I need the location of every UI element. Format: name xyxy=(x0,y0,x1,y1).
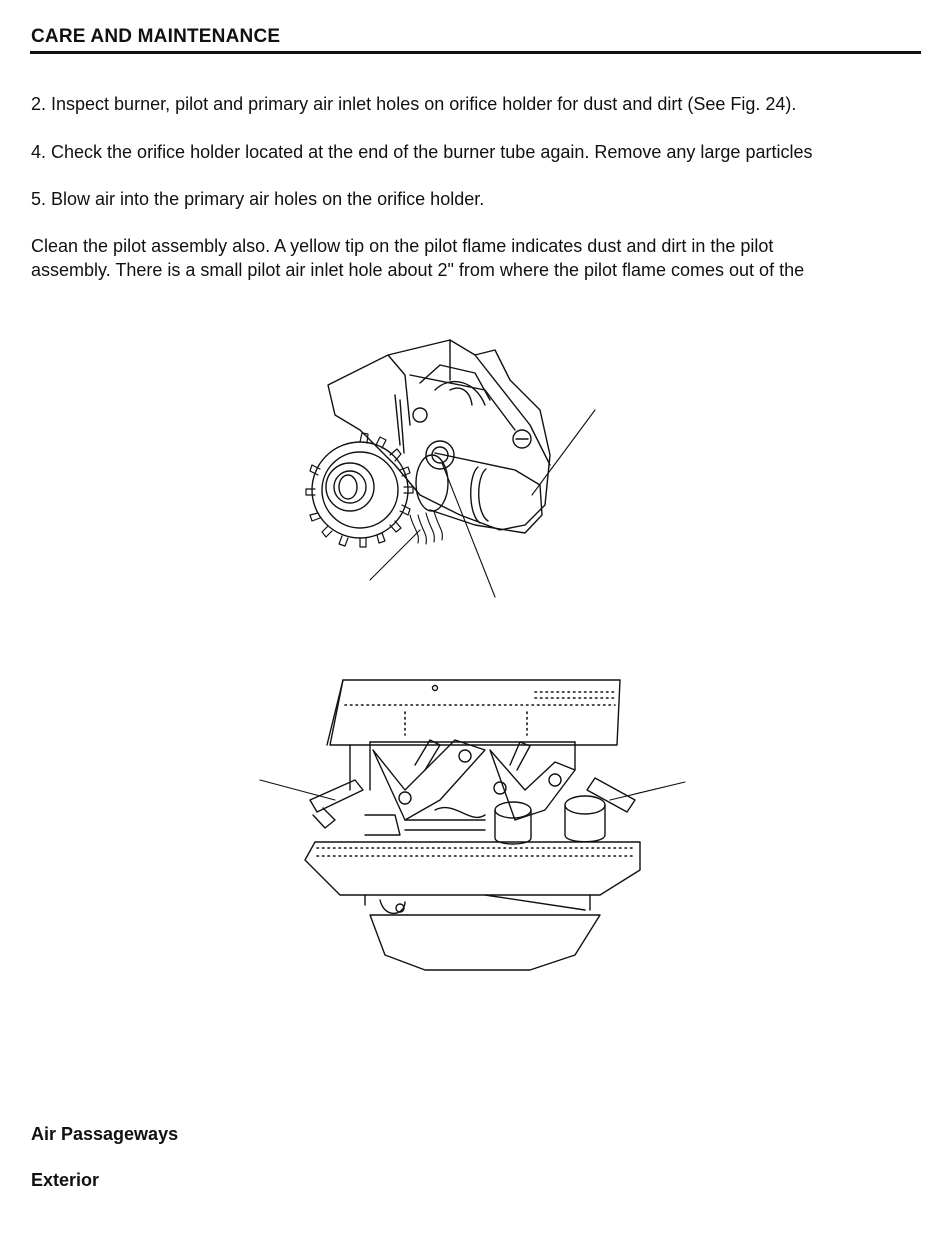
instruction-step-4: 4. Check the orifice holder located at the end of the burner tube again. Remove any large particles xyxy=(31,142,813,162)
section-heading-air-passageways: Air Passageways xyxy=(31,1124,179,1144)
burner-assembly-illustration xyxy=(255,670,695,990)
pilot-paragraph-line-1: Clean the pilot assembly also. A yellow tip on the pilot flame indicates dust and dirt in the pilot xyxy=(31,236,774,256)
section-heading-exterior: Exterior xyxy=(31,1170,100,1190)
burner-orifice-illustration xyxy=(300,335,620,605)
header-rule xyxy=(30,51,921,54)
gear-icon xyxy=(312,442,408,538)
pilot-paragraph-line-2: assembly. There is a small pilot air inlet hole about 2" from where the pilot flame comes out of the xyxy=(31,260,805,280)
instruction-step-5: 5. Blow air into the primary air holes on the orifice holder. xyxy=(31,189,485,209)
instruction-step-2: 2. Inspect burner, pilot and primary air inlet holes on orifice holder for dust and dirt (See Fig. 24). xyxy=(31,94,797,114)
page-title: CARE AND MAINTENANCE xyxy=(31,26,281,47)
